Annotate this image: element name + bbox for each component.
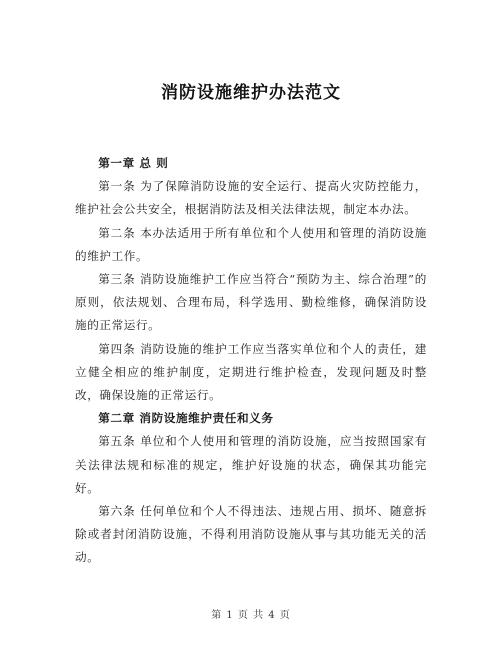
article-paragraph: 第六条 任何单位和个人不得违法、违规占用、损坏、随意拆除或者封闭消防设施，不得利用消防设施从事与其功能无关的活动。 <box>75 504 427 565</box>
article-paragraph: 第二条 本办法适用于所有单位和个人使用和管理的消防设施的维护工作。 <box>75 225 427 263</box>
document-title: 消防设施维护办法范文 <box>161 83 341 103</box>
chapter-heading: 第二章 消防设施维护责任和义务 <box>98 411 274 426</box>
article-paragraph: 第一条 为了保障消防设施的安全运行、提高火灾防控能力，维护社会公共安全，根据消防法及相关法律法规，制定本办法。 <box>75 179 427 217</box>
chapter-heading: 第一章 总 则 <box>98 156 169 170</box>
article-paragraph: 第三条 消防设施维护工作应当符合“预防为主、综合治理”的原则，依法规划、合理布局，科学选用、勤检维修，确保消防设施的正常运行。 <box>75 272 427 333</box>
page-number-footer: 第 1 页 共 4 页 <box>211 610 291 621</box>
document-body <box>75 152 427 570</box>
article-paragraph: 第五条 单位和个人使用和管理的消防设施，应当按照国家有关法律法规和标准的规定，维护好设施的状态，确保其功能完好。 <box>75 434 427 495</box>
article-paragraph: 第四条 消防设施的维护工作应当落实单位和个人的责任，建立健全相应的维护制度，定期进行维护检查，发现问题及时整改，确保设施的正常运行。 <box>75 341 427 403</box>
